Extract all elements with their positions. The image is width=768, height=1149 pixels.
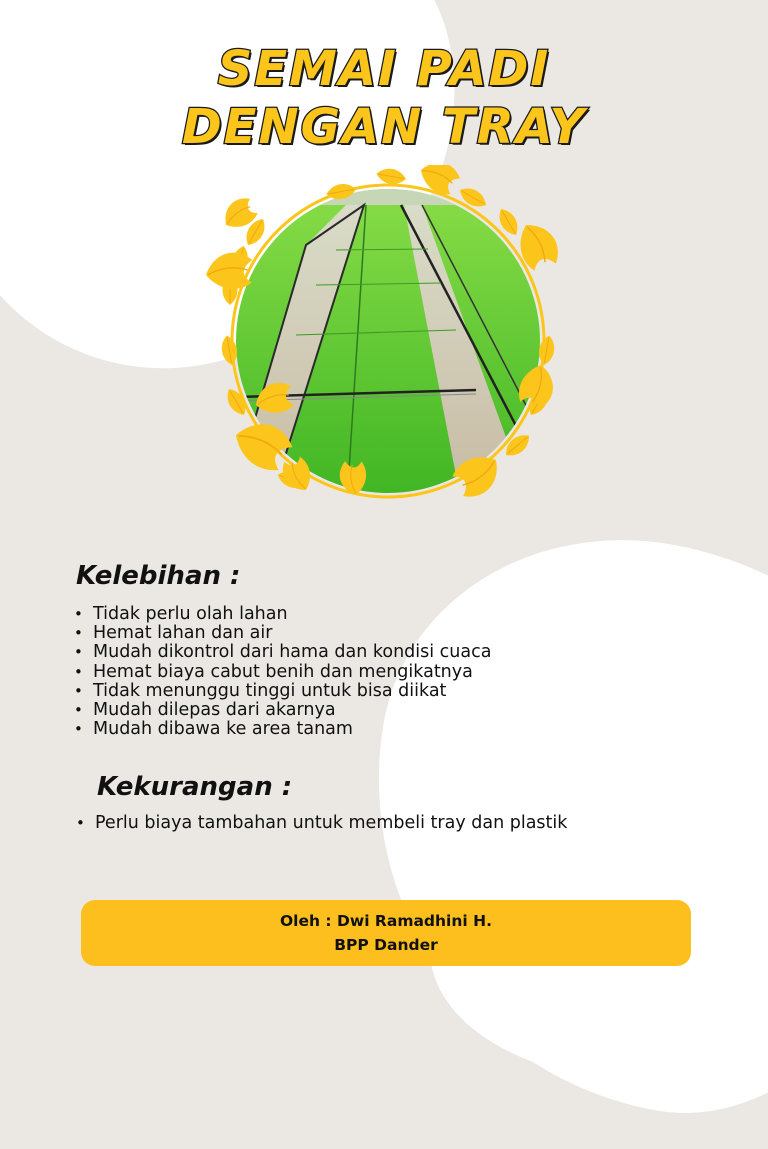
- title-line-2: DENGAN TRAY: [181, 99, 587, 155]
- poster-title: [0, 40, 768, 156]
- advantages-heading: Kelebihan :: [76, 561, 241, 591]
- author-name: Oleh : Dwi Ramadhini H.: [280, 912, 492, 930]
- list-item: • Mudah dilepas dari akarnya: [74, 701, 491, 720]
- disadvantages-list: [76, 814, 567, 833]
- author-footer: [81, 900, 691, 966]
- list-item: • Hemat biaya cabut benih dan mengikatnya: [74, 663, 491, 682]
- organization-name: BPP Dander: [334, 936, 438, 954]
- advantages-list: [74, 605, 491, 739]
- list-item: • Tidak menunggu tinggi untuk bisa diikat: [74, 682, 491, 701]
- list-item: • Tidak perlu olah lahan: [74, 605, 491, 624]
- seedling-photo-frame: [196, 165, 580, 517]
- list-item: • Mudah dibawa ke area tanam: [74, 720, 491, 739]
- list-item: • Mudah dikontrol dari hama dan kondisi cuaca: [74, 643, 491, 662]
- list-item: • Perlu biaya tambahan untuk membeli tray dan plastik: [76, 814, 567, 833]
- title-line-1: SEMAI PADI: [217, 41, 551, 97]
- seedling-photo: [196, 165, 580, 517]
- list-item: • Hemat lahan dan air: [74, 624, 491, 643]
- disadvantages-heading: Kekurangan :: [97, 772, 293, 802]
